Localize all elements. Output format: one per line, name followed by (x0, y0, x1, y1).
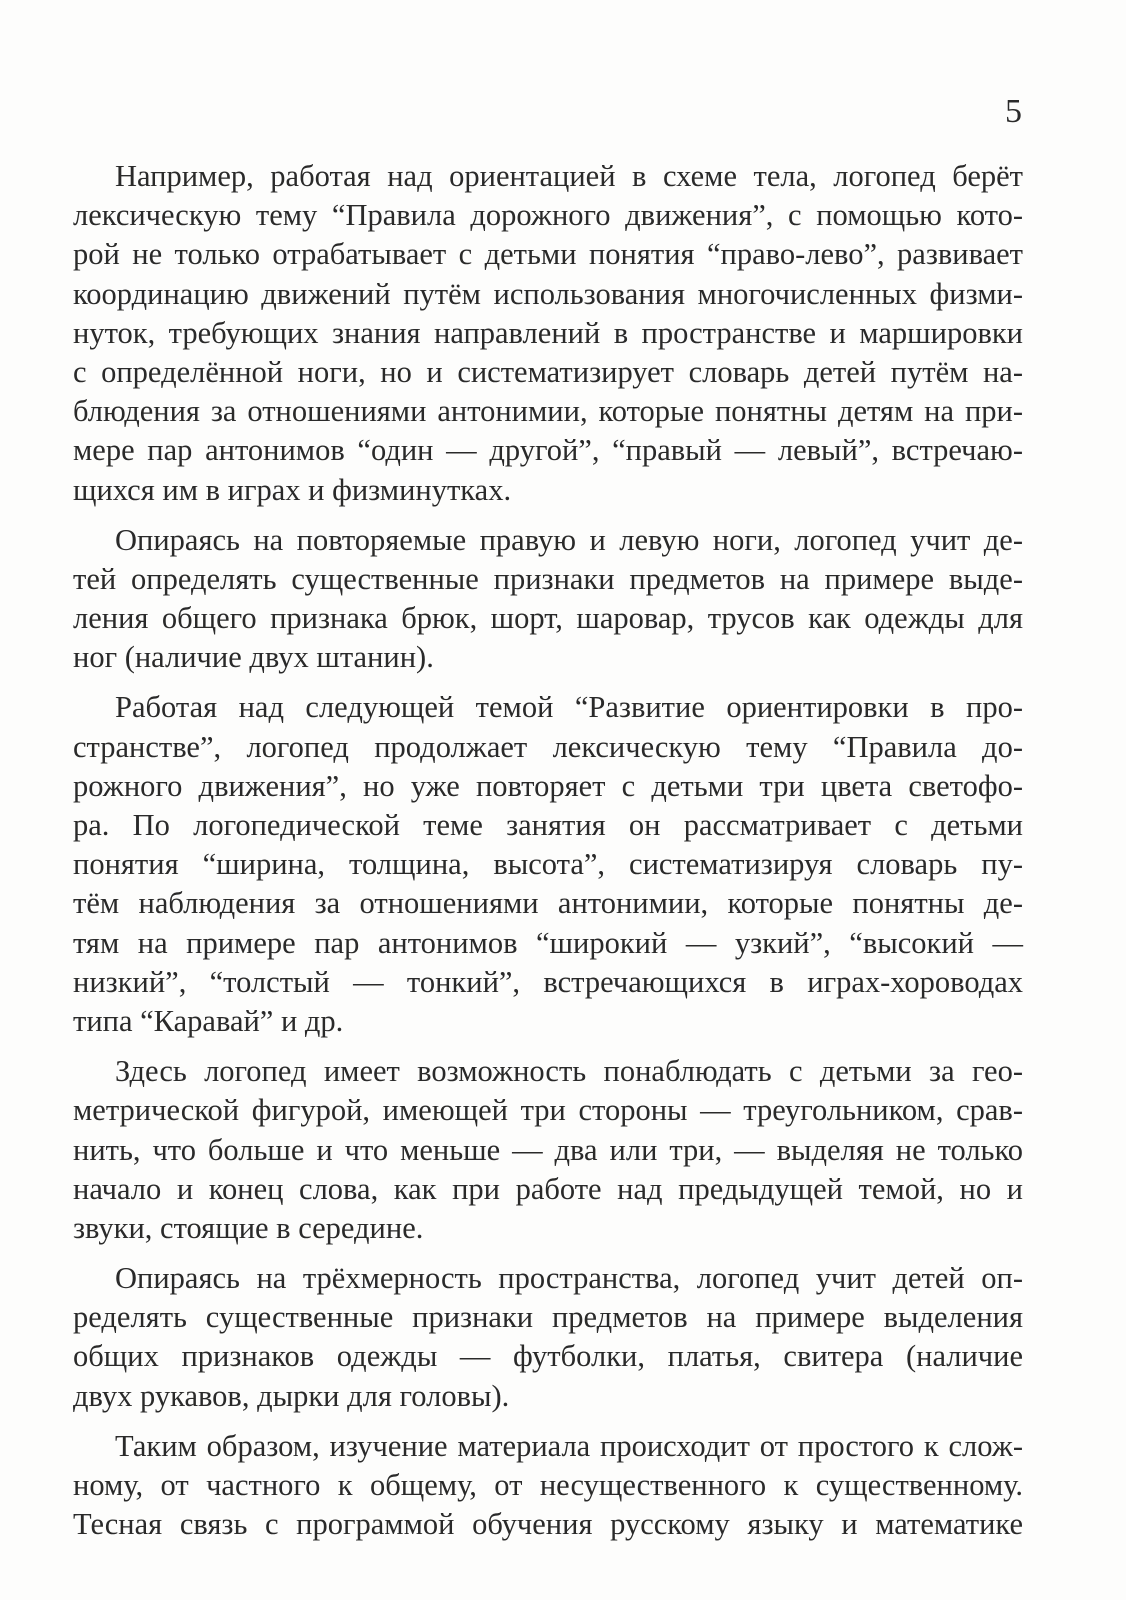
text-line: низкий”, “толстый — тонкий”, встречающихся в играх-хороводах (73, 964, 1023, 999)
text-line: типа “Каравай” и др. (73, 1003, 344, 1038)
text-line: нить, что больше и что меньше — два или три, — выделяя не только (73, 1132, 1023, 1167)
text-line: щихся им в играх и физминутках. (73, 472, 512, 507)
text-line: Опираясь на повторяемые правую и левую ноги, логопед учит де- (115, 522, 1023, 557)
text-line: Например, работая над ориентацией в схеме тела, логопед берёт (115, 159, 1023, 193)
text-line: Работая над следующей темой “Развитие ориентировки в про- (115, 690, 1023, 725)
text-line: общих признаков одежды — футболки, платья, свитера (наличие (73, 1339, 1023, 1374)
text-line: лексическую тему “Правила дорожного движения”, с помощью кото- (73, 198, 1023, 233)
text-line: ределять существенные признаки предметов на примере выделения (73, 1300, 1023, 1335)
text-line: начало и конец слова, как при работе над предыдущей темой, но и (73, 1171, 1023, 1206)
text-line: странстве”, логопед продолжает лексическую тему “Правила до- (73, 729, 1023, 764)
text-line: двух рукавов, дырки для головы). (73, 1378, 510, 1413)
text-line: ног (наличие двух штанин). (73, 640, 434, 675)
text-line: Тесная связь с программой обучения русскому языку и математике (73, 1507, 1023, 1542)
text-line: ному, от частного к общему, от несущественного к существенному. (73, 1468, 1023, 1502)
paragraph (73, 1427, 1023, 1545)
text-line: тей определять существенные признаки предметов на примере выде- (73, 561, 1023, 596)
text-line: ра. По логопедической теме занятия он рассматривает с детьми (73, 808, 1023, 842)
text-line: Здесь логопед имеет возможность понаблюдать с детьми за гео- (115, 1054, 1023, 1089)
body-text (73, 157, 1023, 1555)
text-line: понятия “ширина, толщина, высота”, систематизируя словарь пу- (73, 847, 1023, 882)
paragraph (73, 1052, 1023, 1248)
text-line: рой не только отрабатывает с детьми понятия “право-лево”, развивает (73, 237, 1023, 272)
text-line: нуток, требующих знания направлений в пространстве и маршировки (73, 315, 1023, 350)
paragraph (73, 157, 1023, 510)
paragraph (73, 521, 1023, 678)
text-line: Опираясь на трёхмерность пространства, логопед учит детей оп- (115, 1261, 1023, 1296)
text-line: координацию движений путём использования многочисленных физми- (73, 276, 1023, 311)
text-line: мере пар антонимов “один — другой”, “правый — левый”, встречаю- (73, 433, 1023, 468)
text-line: метрической фигурой, имеющей три стороны — треугольником, срав- (73, 1093, 1023, 1128)
text-line: звуки, стоящие в середине. (73, 1210, 424, 1245)
text-line: блюдения за отношениями антонимии, которые понятны детям на при- (73, 394, 1023, 429)
text-line: ления общего признака брюк, шорт, шаровар, трусов как одежды для (73, 601, 1023, 636)
text-line: рожного движения”, но уже повторяет с детьми три цвета светофо- (73, 768, 1023, 803)
paragraph (73, 688, 1023, 1041)
text-line: тям на примере пар антонимов “широкий — узкий”, “высокий — (73, 925, 1023, 960)
paragraph (73, 1259, 1023, 1416)
text-line: с определённой ноги, но и систематизирует словарь детей путём на- (73, 354, 1023, 389)
text-line: тём наблюдения за отношениями антонимии, которые понятны де- (73, 886, 1023, 921)
text-line: Таким образом, изучение материала происходит от простого к слож- (115, 1428, 1023, 1463)
page-number: 5 (1005, 93, 1022, 130)
